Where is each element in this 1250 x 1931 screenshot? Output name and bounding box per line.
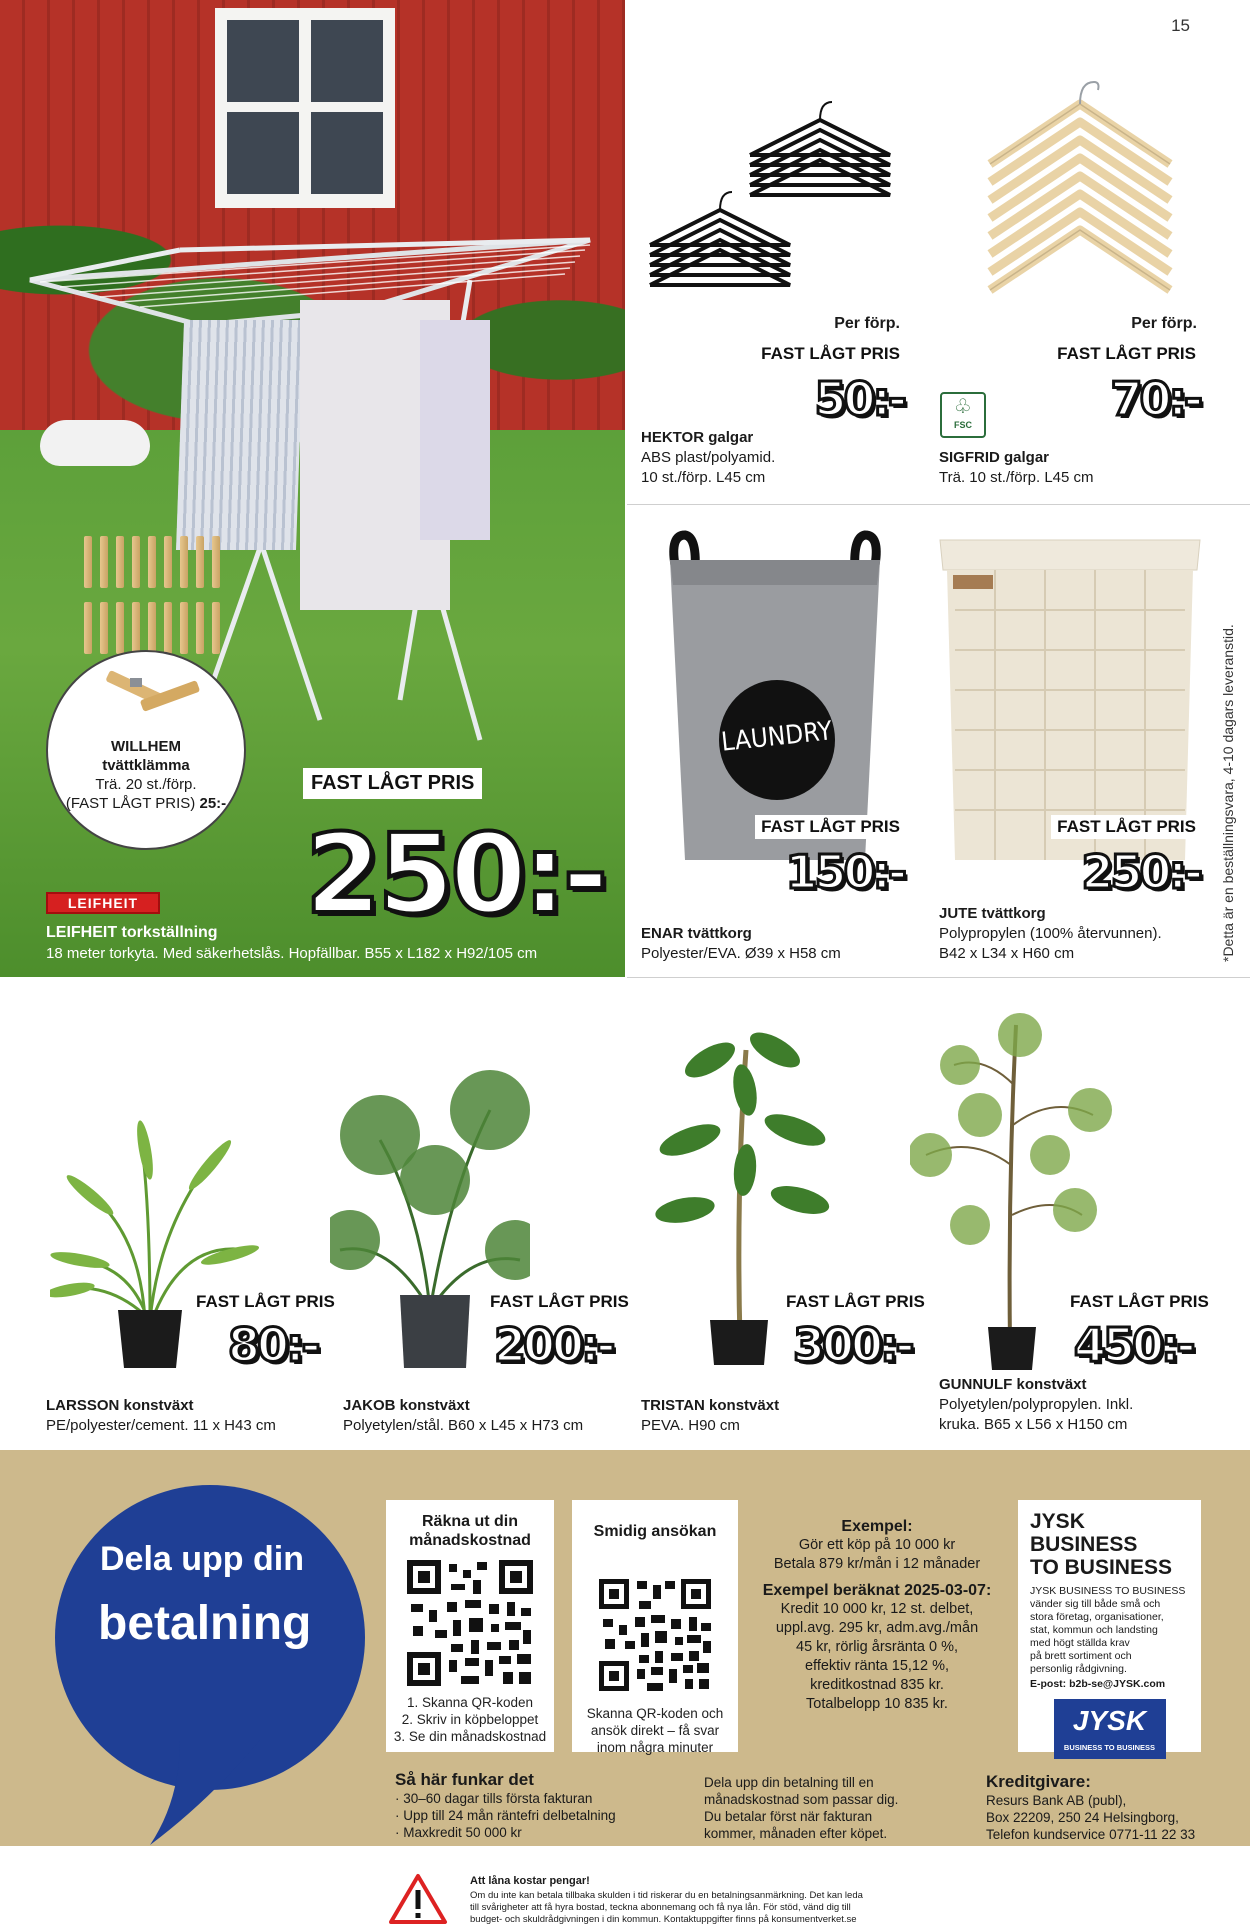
sigfrid-price: 70:- — [1110, 372, 1200, 426]
gunnulf-price: 450:- — [1074, 1318, 1193, 1372]
calc-card — [386, 1500, 554, 1752]
example-line-1: Gör ett köp på 10 000 kr — [798, 1537, 956, 1553]
divider — [627, 977, 1250, 978]
apply-line-3: inom några minuter — [596, 1740, 714, 1755]
middle-line-2: månadskostnad som passar dig. — [704, 1792, 899, 1807]
hektor-caption: HEKTOR galgar ABS plast/polyamid. 10 st./förp. L45 cm — [641, 429, 776, 486]
credit-line-2: Box 22209, 250 24 Helsingborg, — [986, 1810, 1179, 1825]
laundry-text: LAUNDRY — [719, 716, 834, 758]
fsc-icon: ♧ FSC — [940, 392, 986, 438]
clothespins — [80, 536, 230, 666]
hero-product-desc: 18 meter torkyta. Med säkerhetslås. Hopfällbar. B55 x L182 x H92/105 cm — [46, 945, 538, 962]
jakob-caption: JAKOB konstväxt Polyetylen/stål. B60 x L45 x H73 cm — [343, 1397, 584, 1434]
calc-card-title-2: månadskostnad — [409, 1532, 531, 1549]
jb-body-1: JYSK BUSINESS TO BUSINESS — [1030, 1585, 1186, 1597]
hektor-price: 50:- — [814, 372, 904, 426]
enar-caption: ENAR tvättkorg Polyester/EVA. Ø39 x H58 cm — [641, 925, 841, 962]
credit-line-1: Resurs Bank AB (publ), — [986, 1793, 1127, 1808]
jb-body-4: stat, kommun och landsting — [1030, 1624, 1158, 1636]
divider — [627, 504, 1250, 505]
jute-badge: FAST LÅGT PRIS — [1051, 815, 1202, 839]
calc-step-2: 2. Skriv in köpbeloppet — [401, 1712, 539, 1727]
willhem-line1: Trä. 20 st./förp. — [95, 776, 197, 793]
hanging-cloth — [420, 320, 490, 540]
credit-title: Kreditgivare: — [986, 1772, 1091, 1791]
example-title: Exempel: — [841, 1518, 913, 1535]
apply-line-2: ansök direkt – få svar — [590, 1723, 720, 1738]
jakob-price: 200:- — [494, 1318, 613, 1372]
middle-line-1: Dela upp din betalning till en — [704, 1775, 874, 1790]
sigfrid-per-forp: Per förp. — [1131, 315, 1197, 332]
jb-body-5: med högt ställda krav — [1030, 1637, 1130, 1649]
enar-price: 150:- — [785, 845, 904, 899]
jute-price: 250:- — [1081, 845, 1200, 899]
credit-example — [752, 1518, 1002, 1714]
hero-product-name: LEIFHEIT torkställning — [46, 924, 218, 941]
gunnulf-badge: FAST LÅGT PRIS — [1064, 1290, 1215, 1314]
hero-price: 250:- — [305, 810, 605, 938]
gunnulf-caption: GUNNULF konstväxt Polyetylen/polypropylen. Inkl. kruka. B65 x L56 x H150 cm — [939, 1376, 1134, 1433]
jysk-business-card — [1018, 1500, 1201, 1752]
how-middle — [704, 1774, 898, 1842]
jb-body-7: personlig rådgivning. — [1030, 1663, 1127, 1675]
middle-line-4: kommer, månaden efter köpet. — [704, 1826, 888, 1841]
tristan-badge: FAST LÅGT PRIS — [780, 1290, 931, 1314]
hektor-hangers-image — [640, 80, 910, 320]
example-line-2: Betala 879 kr/mån i 12 månader — [773, 1556, 981, 1572]
how-title: Så här funkar det — [395, 1770, 534, 1789]
example-l3: 45 kr, rörlig årsränta 0 %, — [796, 1639, 958, 1655]
warning-body: Om du inte kan betala tillbaka skulden i tid riskerar du en betalningsanmärkning. Det kan leda till svårigheter att få hyra bostad, teckna abonnemang och få nya lån. För stöd, vänd dig till budget- och skuldrådgivningen i din kommun. Kontaktuppgifter finns på konsumentverket.se — [470, 1890, 863, 1925]
how-item-3: · Maxkredit 50 000 kr — [395, 1825, 522, 1840]
credit-provider — [986, 1772, 1195, 1843]
sigfrid-badge: FAST LÅGT PRIS — [1051, 342, 1202, 366]
tristan-caption: TRISTAN konstväxt PEVA. H90 cm — [641, 1397, 780, 1434]
warning-title: Att låna kostar pengar! — [470, 1875, 590, 1887]
delivery-note: *Detta är en beställningsvara, 4-10 dagars leveranstid. — [1220, 624, 1236, 962]
tristan-price: 300:- — [793, 1318, 912, 1372]
jakob-badge: FAST LÅGT PRIS — [484, 1290, 635, 1314]
credit-line-3: Telefon kundservice 0771-11 22 33 — [986, 1827, 1196, 1842]
larsson-caption: LARSSON konstväxt PE/polyester/cement. 11 x H43 cm — [46, 1397, 276, 1434]
example-l6: Totalbelopp 10 835 kr. — [806, 1696, 948, 1712]
example-l1: Kredit 10 000 kr, 12 st. delbet, — [780, 1601, 974, 1617]
apply-card-title: Smidig ansökan — [593, 1523, 717, 1540]
how-item-1: · 30–60 dagar tills första fakturan — [395, 1791, 593, 1806]
jute-caption: JUTE tvättkorg Polypropylen (100% återvunnen). B42 x L34 x H60 cm — [939, 905, 1162, 962]
jb-email[interactable]: E-post: b2b-se@JYSK.com — [1030, 1678, 1166, 1690]
leifheit-logo: LEIFHEIT — [46, 892, 160, 914]
qr-code-apply[interactable] — [599, 1579, 711, 1691]
hektor-per-forp: Per förp. — [834, 315, 900, 332]
jb-body-3: stora företag, organisationer, — [1030, 1611, 1164, 1623]
warning-icon — [388, 1873, 448, 1925]
bubble-line-2: betalning — [98, 1597, 312, 1650]
qr-code-calc[interactable] — [407, 1560, 533, 1686]
how-it-works — [395, 1770, 616, 1841]
calc-step-1: 1. Skanna QR-koden — [406, 1695, 534, 1710]
jb-body-2: vänder sig till både små och — [1030, 1598, 1161, 1610]
sigfrid-caption: SIGFRID galgar Trä. 10 st./förp. L45 cm — [939, 449, 1094, 486]
example-title-2: Exempel beräknat 2025-03-07: — [762, 1582, 992, 1599]
example-l2: uppl.avg. 295 kr, adm.avg./mån — [775, 1620, 979, 1636]
hero-photo — [0, 0, 625, 977]
example-l5: kreditkostnad 835 kr. — [810, 1677, 944, 1693]
sigfrid-hangers-image — [980, 50, 1180, 320]
how-item-2: · Upp till 24 mån räntefri delbetalning — [395, 1808, 616, 1823]
apply-card — [572, 1500, 738, 1755]
jb-body-6: på brett sortiment och — [1030, 1650, 1132, 1662]
enar-badge: FAST LÅGT PRIS — [755, 815, 906, 839]
hero-price-badge: FAST LÅGT PRIS — [303, 768, 482, 799]
speech-bubble-tail — [140, 1740, 260, 1850]
larsson-price: 80:- — [228, 1318, 318, 1372]
bubble-line-1: Dela upp din — [100, 1540, 304, 1578]
middle-line-3: Du betalar först när fakturan — [704, 1809, 873, 1824]
willhem-line2: (FAST LÅGT PRIS) 25:- — [65, 795, 227, 812]
hektor-badge: FAST LÅGT PRIS — [755, 342, 906, 366]
willhem-name-1: WILLHEM — [111, 738, 181, 755]
hanging-cloth — [176, 320, 304, 550]
larsson-badge: FAST LÅGT PRIS — [190, 1290, 341, 1314]
apply-line-1: Skanna QR-koden och — [586, 1706, 724, 1721]
jb-title-1: JYSK BUSINESS — [1030, 1510, 1138, 1556]
calc-step-3: 3. Se din månadskostnad — [393, 1729, 547, 1744]
clothespin-pair — [100, 662, 205, 732]
jb-title-2: TO BUSINESS — [1030, 1556, 1172, 1579]
jysk-logo: JYSK BUSINESS TO BUSINESS — [1054, 1699, 1166, 1759]
page-number: 15 — [1171, 16, 1190, 35]
willhem-name-2: tvättklämma — [102, 757, 190, 774]
gunnulf-plant-image — [910, 1005, 1120, 1370]
example-l4: effektiv ränta 15,12 %, — [804, 1658, 950, 1674]
calc-card-title-1: Räkna ut din — [421, 1513, 518, 1530]
